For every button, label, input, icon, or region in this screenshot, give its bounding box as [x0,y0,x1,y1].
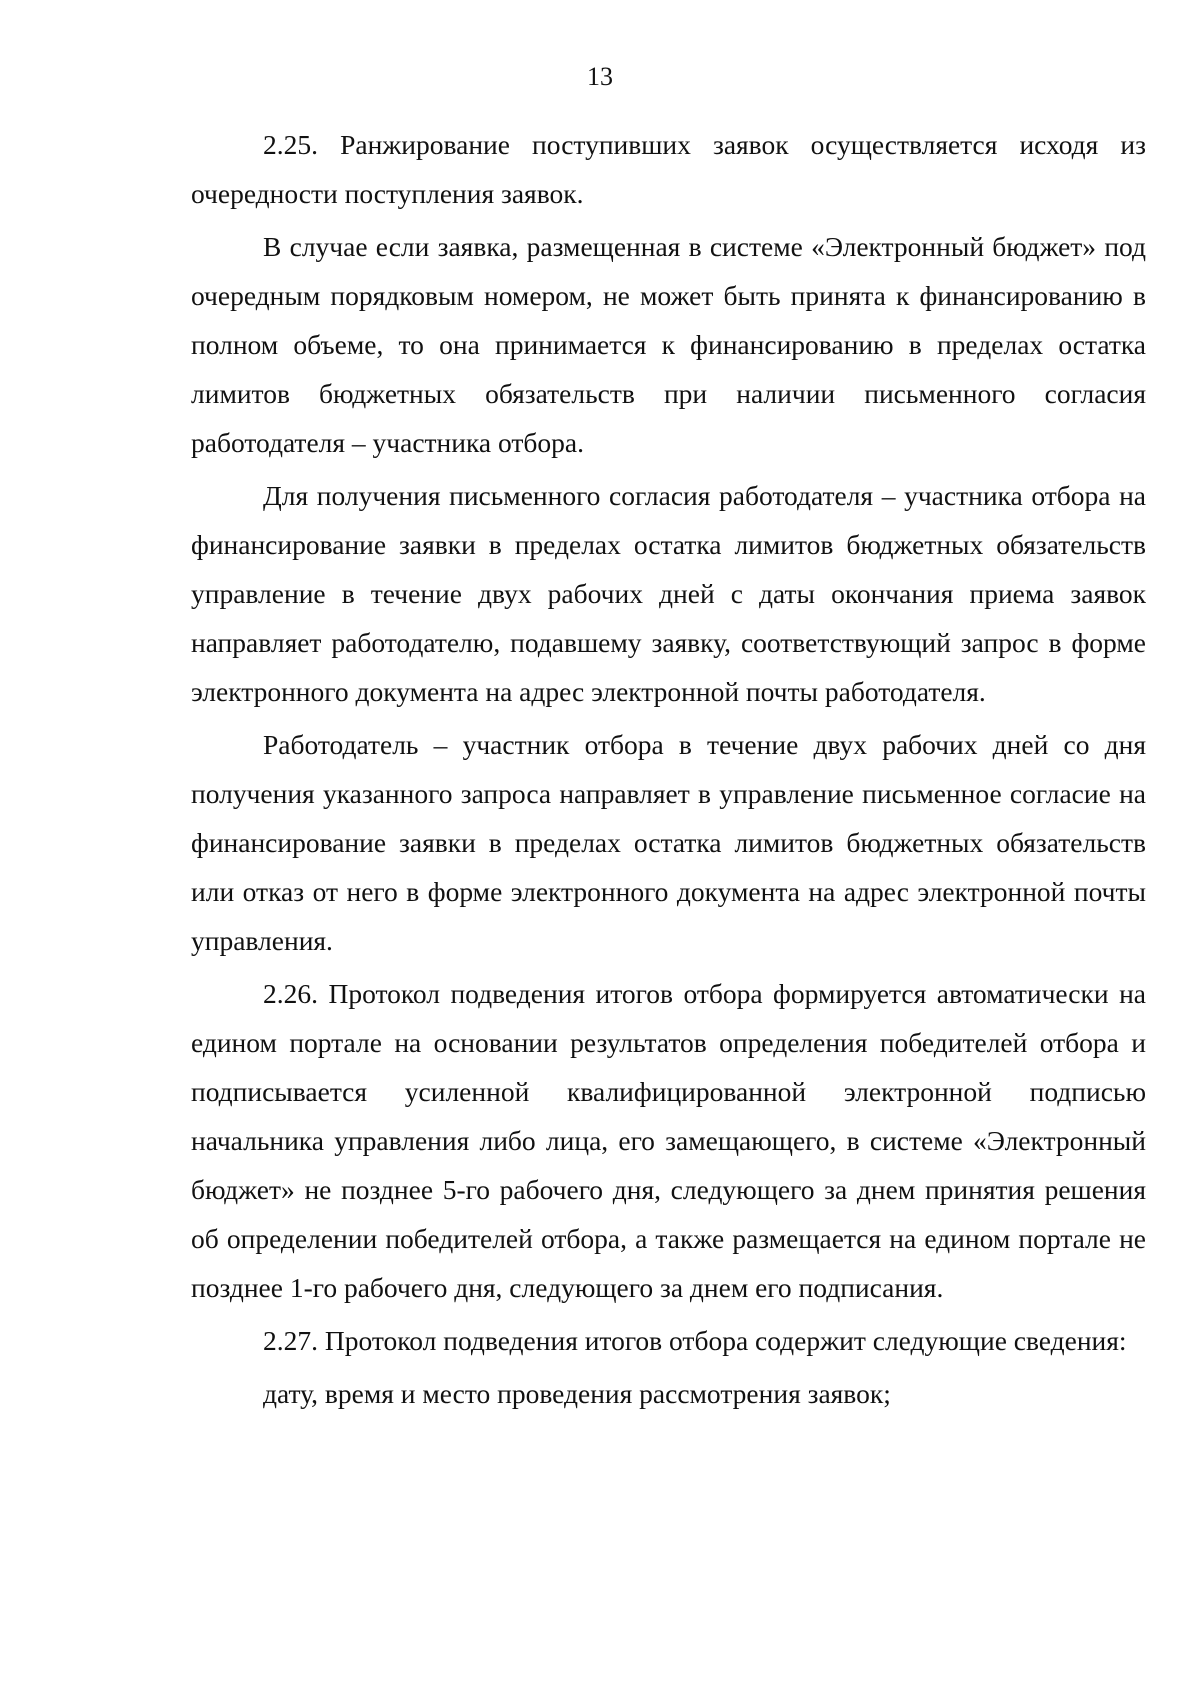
list-item-date-time-place: дату, время и место проведения рассмотрения заявок; [263,1378,891,1409]
page-number: 13 [587,62,613,91]
paragraph-consent-request: Для получения письменного согласия работодателя – участника отбора на финансирование заявки в пределах остатка лимитов бюджетных обязательств управление в течение двух рабочих дней с даты окончания приема заявок направляет работодателю, подавшему заявку, соответствующий запрос в форме электронного документа на адрес электронной почты работодателя. [191,480,1146,707]
paragraph-2-27: 2.27. Протокол подведения итогов отбора содержит следующие сведения: [263,1325,1127,1356]
paragraph-2-26: 2.26. Протокол подведения итогов отбора формируется автоматически на едином портале на основании результатов определения победителей отбора и подписывается усиленной квалифицированной электронной подписью начальника управления либо лица, его замещающего, в системе «Электронный бюджет» не позднее 5-го рабочего дня, следующего за днем принятия решения об определении победителей отбора, а также размещается на едином портале не позднее 1-го рабочего дня, следующего за днем его подписания. [191,978,1146,1303]
paragraph-2-25: 2.25. Ранжирование поступивших заявок осуществляется исходя из очередности поступления заявок. [191,129,1146,209]
paragraph-employer-response: Работодатель – участник отбора в течение двух рабочих дней со дня получения указанного запроса направляет в управление письменное согласие на финансирование заявки в пределах остатка лимитов бюджетных обязательств или отказ от него в форме электронного документа на адрес электронной почты управления. [191,729,1146,956]
document-body [191,120,1146,1418]
paragraph-partial-financing: В случае если заявка, размещенная в системе «Электронный бюджет» под очередным порядковым номером, не может быть принята к финансированию в полном объеме, то она принимается к финансированию в пределах остатка лимитов бюджетных обязательств при наличии письменного согласия работодателя – участника отбора. [191,231,1146,458]
